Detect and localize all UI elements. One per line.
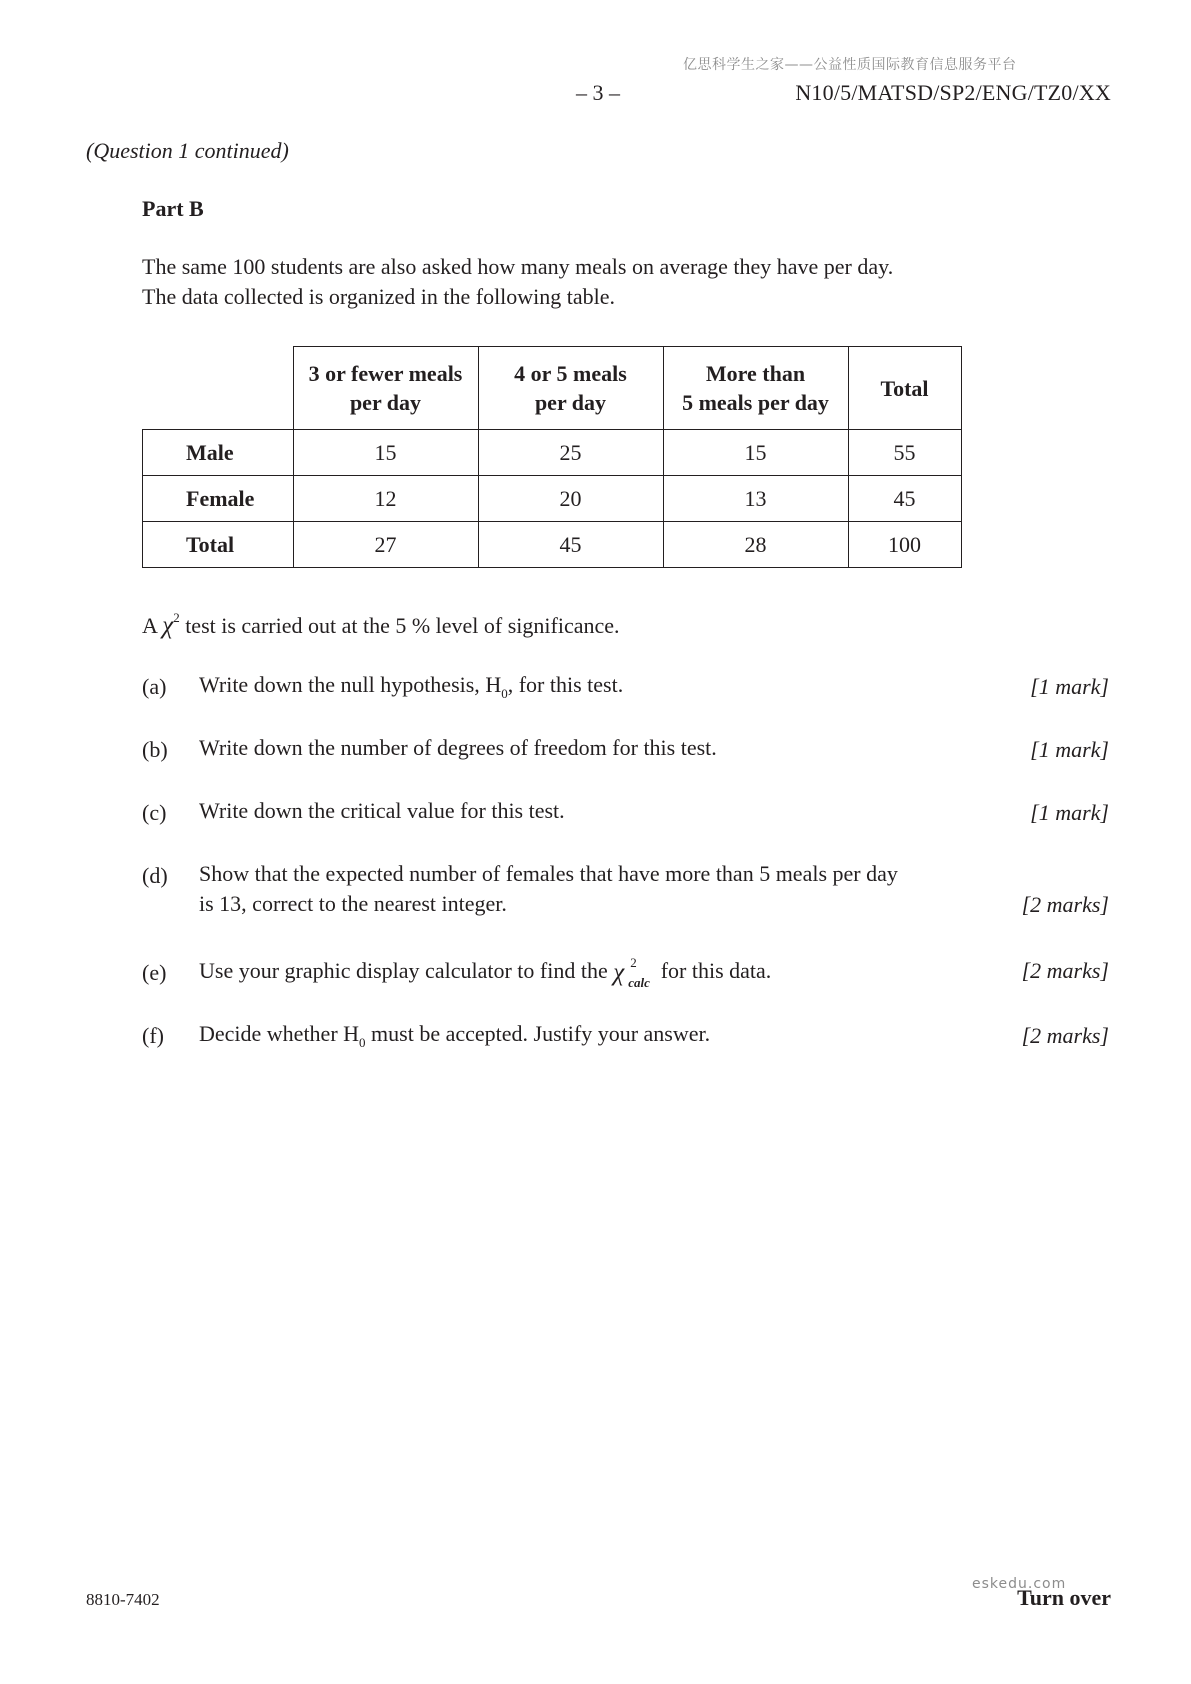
question-f-text: Decide whether $H_0$ must be accepted. Justify your answer. <box>199 1021 711 1050</box>
question-c-text: Write down the critical value for this test. <box>199 798 565 823</box>
table-row <box>143 430 962 476</box>
row-header: Male <box>143 430 294 476</box>
watermark-header: 亿思科学生之家——公益性质国际教育信息服务平台 <box>683 57 1017 73</box>
question-a-label: (a) <box>142 674 167 699</box>
table-cell: 55 <box>848 430 961 476</box>
question-f-label: (f) <box>142 1023 164 1048</box>
table-cell: 20 <box>478 476 663 522</box>
test-statement: A $\chi^2$ test is carried out at the 5 % level of significance. <box>142 610 620 639</box>
table-cell: 15 <box>293 430 478 476</box>
intro-paragraph <box>142 252 893 312</box>
question-a-text: Write down the null hypothesis, $H_0$, for this test. <box>199 672 624 701</box>
question-e-marks: [2 marks] <box>1021 958 1109 983</box>
table-cell: 12 <box>293 476 478 522</box>
column-header: 4 or 5 meals per day <box>478 347 663 430</box>
column-header-total: Total <box>848 347 961 430</box>
chi-symbol: χ <box>162 612 174 639</box>
question-e-label: (e) <box>142 960 167 985</box>
table-cell: 28 <box>663 522 848 568</box>
table-row <box>143 522 962 568</box>
question-b-marks: [1 mark] <box>1030 737 1109 762</box>
table-row <box>143 476 962 522</box>
chi-calc-symbol: χ 2 calc <box>613 955 650 990</box>
column-header: More than 5 meals per day <box>663 347 848 430</box>
chi-power: 2 <box>173 610 180 625</box>
row-header: Total <box>143 522 294 568</box>
meals-table <box>142 346 962 568</box>
table-cell: 27 <box>293 522 478 568</box>
row-header: Female <box>143 476 294 522</box>
table-cell: 100 <box>848 522 961 568</box>
question-continued-note: (Question 1 continued) <box>86 138 289 163</box>
question-e-text: Use your graphic display calculator to find the χ 2 calc for this data. <box>199 955 772 990</box>
question-d-text: Show that the expected number of females that have more than 5 meals per day is 13, correct to the nearest integer. <box>199 861 898 916</box>
table-corner-cell <box>143 347 294 430</box>
table-cell: 13 <box>663 476 848 522</box>
table-header-row <box>143 347 962 430</box>
table-cell: 45 <box>478 522 663 568</box>
intro-line-2: The data collected is organized in the following table. <box>142 284 616 309</box>
question-b-text: Write down the number of degrees of freedom for this test. <box>199 735 717 760</box>
column-header: 3 or fewer meals per day <box>293 347 478 430</box>
question-f-marks: [2 marks] <box>1021 1023 1109 1048</box>
question-d-label: (d) <box>142 863 168 888</box>
part-title: Part B <box>142 196 204 221</box>
turn-over: Turn over <box>1017 1585 1111 1610</box>
question-b-label: (b) <box>142 737 168 762</box>
question-a-marks: [1 mark] <box>1030 674 1109 699</box>
question-d-marks: [2 marks] <box>1021 892 1109 917</box>
question-c-marks: [1 mark] <box>1030 800 1109 825</box>
intro-line-1: The same 100 students are also asked how many meals on average they have per day. <box>142 254 894 279</box>
table-cell: 15 <box>663 430 848 476</box>
table-cell: 45 <box>848 476 961 522</box>
table-cell: 25 <box>478 430 663 476</box>
watermark-footer: eskedu.com <box>972 1576 1067 1592</box>
question-c-label: (c) <box>142 800 167 825</box>
footer-code: 8810-7402 <box>86 1590 160 1609</box>
paper-code: N10/5/MATSD/SP2/ENG/TZ0/XX <box>795 80 1111 105</box>
page-number: – 3 – <box>576 80 620 105</box>
